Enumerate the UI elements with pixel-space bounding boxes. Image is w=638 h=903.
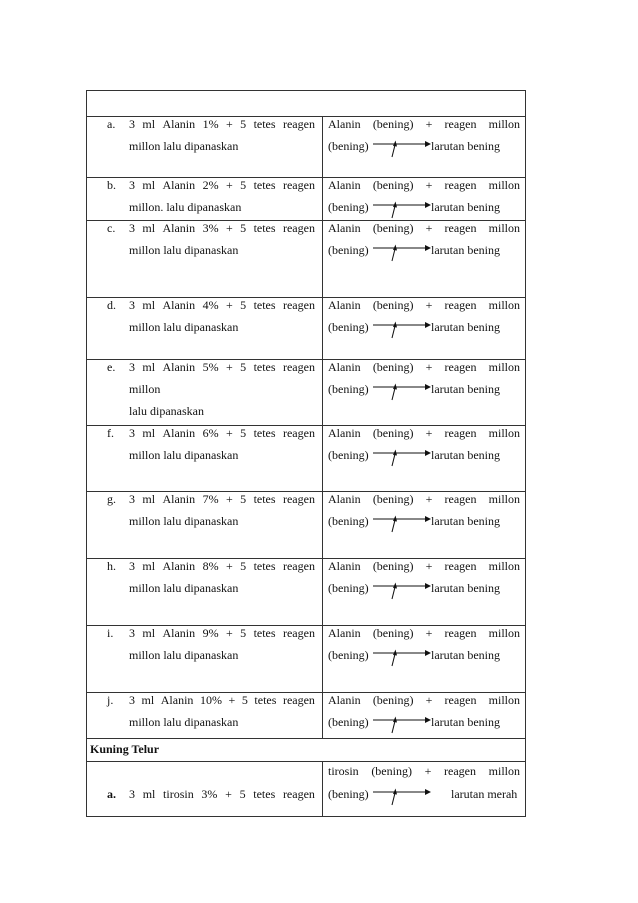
word: Alanin — [328, 221, 361, 235]
word: 3 — [129, 693, 135, 707]
word: ml — [142, 298, 156, 312]
word: 5 — [240, 298, 247, 312]
word: reagen — [282, 360, 315, 374]
word: reagen — [444, 426, 477, 440]
word: (bening) — [371, 764, 412, 778]
observation-reactant: (bening) — [328, 139, 369, 153]
observation-result: larutan bening — [431, 514, 500, 528]
procedure-line: millon. lalu dipanaskan — [129, 200, 242, 214]
word: 8% — [202, 559, 219, 573]
row-letter: h. — [107, 559, 116, 573]
word: reagen — [444, 559, 477, 573]
word: + — [425, 693, 433, 707]
word: + — [225, 298, 233, 312]
word: Alanin — [328, 693, 361, 707]
word: (bening) — [372, 221, 414, 235]
word: reagen — [282, 426, 315, 440]
word: tirosin — [328, 764, 359, 778]
word: ml — [142, 221, 156, 235]
word: reagen — [282, 787, 315, 801]
procedure-line: millon lalu dipanaskan — [129, 514, 239, 528]
word: Alanin — [328, 626, 361, 640]
word: Alanin — [162, 492, 196, 506]
row-letter: a. — [107, 787, 116, 801]
word: + — [225, 426, 233, 440]
word: ml — [142, 426, 156, 440]
observation-result: larutan bening — [431, 648, 500, 662]
row-letter: i. — [107, 626, 114, 640]
word: 3 — [129, 178, 135, 192]
word: 5 — [240, 626, 247, 640]
word: + — [425, 221, 433, 235]
results-table — [86, 90, 526, 817]
word: tetes — [253, 360, 276, 374]
procedure-line: millon lalu dipanaskan — [129, 139, 239, 153]
word: 6% — [202, 426, 219, 440]
word: + — [225, 178, 233, 192]
reaction-arrow — [373, 581, 433, 601]
observation-line — [328, 221, 520, 235]
word: tetes — [254, 693, 277, 707]
word: Alanin — [328, 360, 361, 374]
word: 3 — [129, 787, 135, 801]
reaction-arrow — [373, 200, 433, 220]
word: Alanin — [162, 426, 196, 440]
reaction-arrow — [373, 648, 433, 668]
word: 3 — [129, 426, 135, 440]
word: Alanin — [328, 298, 361, 312]
word: 5 — [240, 426, 247, 440]
observation-line — [328, 298, 520, 312]
word: tetes — [253, 559, 276, 573]
word: + — [225, 492, 233, 506]
word: Alanin — [162, 178, 196, 192]
row-divider — [87, 738, 525, 739]
procedure-line — [129, 492, 315, 506]
procedure-line — [129, 626, 315, 640]
word: reagen — [282, 559, 315, 573]
word: 5% — [202, 360, 219, 374]
word: + — [225, 626, 233, 640]
procedure-line: millon lalu dipanaskan — [129, 448, 239, 462]
row-letter: e. — [107, 360, 116, 374]
observation-reactant: (bening) — [328, 243, 369, 257]
row-letter: g. — [107, 492, 116, 506]
word: reagen — [282, 693, 315, 707]
word: millon — [488, 693, 520, 707]
observation-line — [328, 559, 520, 573]
word: reagen — [444, 626, 477, 640]
word: 1% — [202, 117, 219, 131]
word: reagen — [282, 626, 315, 640]
procedure-line — [129, 178, 315, 192]
word: tirosin — [163, 787, 194, 801]
word: reagen — [444, 360, 477, 374]
word: (bening) — [372, 426, 414, 440]
word: + — [225, 787, 232, 801]
word: (bening) — [372, 492, 414, 506]
word: + — [425, 360, 433, 374]
word: + — [425, 178, 433, 192]
word: + — [225, 360, 233, 374]
word: 5 — [240, 221, 247, 235]
word: 5 — [240, 559, 247, 573]
observation-reactant: (bening) — [328, 581, 369, 595]
word: millon — [488, 764, 520, 778]
word: ml — [142, 787, 156, 801]
observation-line — [328, 492, 520, 506]
observation-line — [328, 626, 520, 640]
reaction-arrow — [373, 448, 433, 468]
procedure-line: millon — [129, 382, 161, 396]
word: Alanin — [162, 559, 196, 573]
row-letter: a. — [107, 117, 116, 131]
word: reagen — [282, 178, 315, 192]
word: Alanin — [328, 492, 361, 506]
word: 3 — [129, 117, 135, 131]
word: (bening) — [372, 117, 414, 131]
word: + — [425, 426, 433, 440]
observation-reactant: (bening) — [328, 448, 369, 462]
word: 2% — [202, 178, 219, 192]
word: + — [424, 764, 432, 778]
word: 5 — [240, 492, 247, 506]
word: 3 — [129, 559, 135, 573]
word: + — [425, 492, 433, 506]
word: reagen — [282, 221, 315, 235]
word: 5 — [240, 360, 247, 374]
reaction-arrow — [373, 514, 433, 534]
word: reagen — [444, 693, 477, 707]
word: tetes — [253, 787, 276, 801]
word: millon — [488, 559, 520, 573]
procedure-line: millon lalu dipanaskan — [129, 320, 239, 334]
observation-line — [328, 360, 520, 374]
reaction-arrow — [373, 139, 433, 159]
word: 3% — [201, 787, 218, 801]
observation-result: larutan bening — [431, 581, 500, 595]
word: tetes — [253, 626, 276, 640]
word: 5 — [240, 117, 247, 131]
word: 5 — [240, 178, 247, 192]
observation-line — [328, 178, 520, 192]
row-letter: b. — [107, 178, 116, 192]
observation-line — [328, 693, 520, 707]
word: (bening) — [372, 298, 414, 312]
word: Alanin — [328, 178, 361, 192]
word: 3% — [202, 221, 219, 235]
word: 3 — [129, 360, 135, 374]
word: millon — [488, 426, 520, 440]
observation-result: larutan bening — [431, 715, 500, 729]
observation-result: larutan bening — [431, 139, 500, 153]
procedure-line — [129, 221, 315, 235]
observation-line — [328, 764, 520, 778]
word: tetes — [253, 178, 276, 192]
word: millon — [488, 360, 520, 374]
observation-result: larutan bening — [431, 320, 500, 334]
word: Alanin — [160, 693, 194, 707]
word: (bening) — [372, 178, 414, 192]
word: Alanin — [162, 117, 196, 131]
reaction-arrow — [373, 320, 433, 340]
word: millon — [488, 492, 520, 506]
column-divider — [322, 116, 323, 738]
word: (bening) — [372, 693, 414, 707]
word: + — [225, 559, 233, 573]
word: 9% — [202, 626, 219, 640]
procedure-line — [129, 693, 315, 707]
word: millon — [488, 178, 520, 192]
word: reagen — [282, 492, 315, 506]
word: ml — [142, 492, 156, 506]
procedure-line — [129, 787, 315, 801]
word: reagen — [444, 298, 477, 312]
word: 3 — [129, 221, 135, 235]
observation-result: larutan merah — [451, 787, 518, 801]
procedure-line: millon lalu dipanaskan — [129, 715, 239, 729]
observation-line — [328, 426, 520, 440]
reaction-arrow — [373, 243, 433, 263]
column-divider — [322, 761, 323, 817]
word: tetes — [253, 298, 276, 312]
word: 3 — [129, 492, 135, 506]
observation-reactant: (bening) — [328, 382, 369, 396]
word: 3 — [129, 298, 135, 312]
word: + — [225, 117, 233, 131]
word: millon — [488, 221, 520, 235]
procedure-line — [129, 426, 315, 440]
reaction-arrow — [373, 715, 433, 735]
word: 10% — [199, 693, 222, 707]
word: 4% — [202, 298, 219, 312]
word: ml — [142, 360, 156, 374]
word: + — [425, 117, 433, 131]
word: 5 — [241, 693, 248, 707]
procedure-line: millon lalu dipanaskan — [129, 581, 239, 595]
word: Alanin — [162, 626, 196, 640]
word: reagen — [282, 298, 315, 312]
word: millon — [488, 626, 520, 640]
observation-result: larutan bening — [431, 382, 500, 396]
word: + — [425, 626, 433, 640]
word: + — [225, 221, 233, 235]
procedure-line: millon lalu dipanaskan — [129, 243, 239, 257]
row-letter: c. — [107, 221, 116, 235]
word: ml — [142, 626, 156, 640]
observation-reactant: (bening) — [328, 200, 369, 214]
reaction-arrow — [373, 787, 433, 807]
word: ml — [142, 178, 156, 192]
word: reagen — [282, 117, 315, 131]
row-letter: d. — [107, 298, 116, 312]
word: + — [425, 559, 433, 573]
procedure-line: millon lalu dipanaskan — [129, 648, 239, 662]
row-divider — [87, 761, 525, 762]
word: reagen — [444, 178, 477, 192]
observation-result: larutan bening — [431, 200, 500, 214]
word: Alanin — [328, 426, 361, 440]
observation-reactant: (bening) — [328, 715, 369, 729]
word: ml — [142, 117, 156, 131]
word: Alanin — [328, 559, 361, 573]
row-letter: j. — [107, 693, 114, 707]
procedure-line — [129, 117, 315, 131]
word: reagen — [444, 492, 477, 506]
word: tetes — [253, 221, 276, 235]
word: ml — [142, 559, 156, 573]
procedure-line — [129, 559, 315, 573]
word: millon — [488, 117, 520, 131]
word: (bening) — [372, 360, 414, 374]
observation-reactant: (bening) — [328, 648, 369, 662]
observation-reactant: (bening) — [328, 320, 369, 334]
procedure-line — [129, 360, 315, 374]
word: tetes — [253, 426, 276, 440]
observation-result: larutan bening — [431, 448, 500, 462]
word: Alanin — [162, 360, 196, 374]
word: (bening) — [372, 626, 414, 640]
row-letter: f. — [107, 426, 114, 440]
word: Alanin — [162, 298, 196, 312]
word: 3 — [129, 626, 135, 640]
word: 7% — [202, 492, 219, 506]
procedure-line: lalu dipanaskan — [129, 404, 204, 418]
word: (bening) — [372, 559, 414, 573]
word: tetes — [253, 117, 276, 131]
observation-line — [328, 117, 520, 131]
section-title: Kuning Telur — [90, 742, 160, 756]
word: 5 — [239, 787, 246, 801]
word: reagen — [444, 764, 477, 778]
word: Alanin — [328, 117, 361, 131]
word: reagen — [444, 117, 477, 131]
word: + — [425, 298, 433, 312]
word: millon — [488, 298, 520, 312]
word: Alanin — [162, 221, 196, 235]
reaction-arrow — [373, 382, 433, 402]
observation-result: larutan bening — [431, 243, 500, 257]
procedure-line — [129, 298, 315, 312]
word: + — [228, 693, 236, 707]
word: ml — [141, 693, 155, 707]
observation-reactant: (bening) — [328, 514, 369, 528]
observation-reactant: (bening) — [328, 787, 369, 801]
word: reagen — [444, 221, 477, 235]
word: tetes — [253, 492, 276, 506]
